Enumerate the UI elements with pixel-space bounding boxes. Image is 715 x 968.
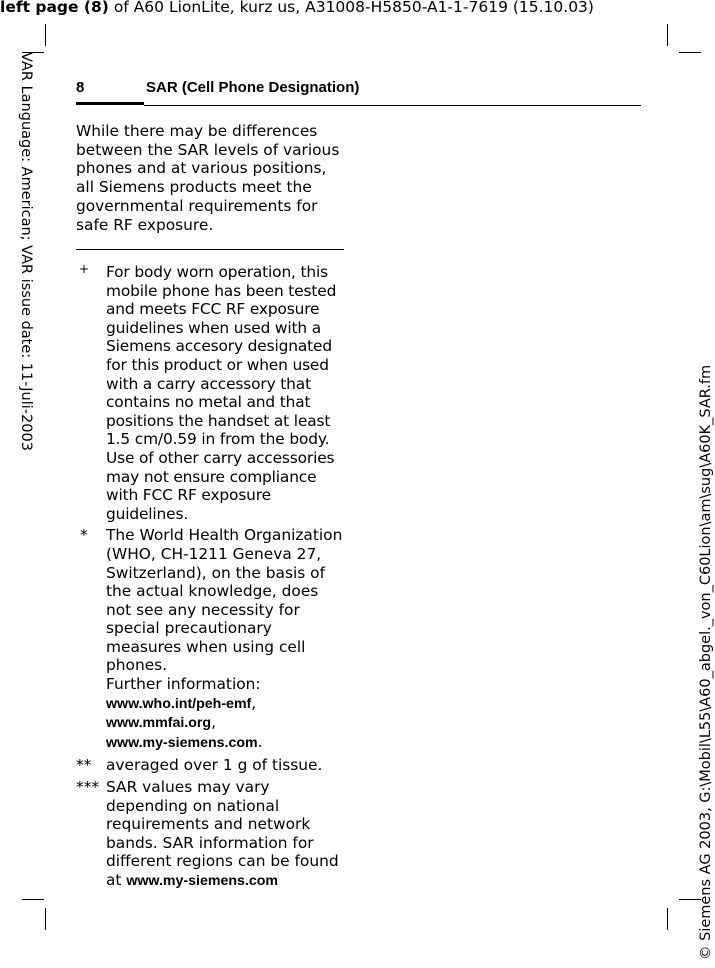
footnote (76, 263, 344, 523)
footnote-marker: ** (76, 756, 92, 775)
slug-details: of A60 LionLite, kurz us, A31008-H5850-A1-1-7619 (15.10.03) (108, 0, 594, 16)
footnote (76, 778, 344, 891)
header-rule (144, 105, 641, 106)
footnote-text: The World Health Organization (WHO, CH-1211 Geneva 27, Switzerland), on the basis of the actual knowledge, does not see any necessity for special precautionary measures when using cell phones. (106, 526, 343, 675)
footnotes (76, 263, 344, 894)
footnote-text: averaged over 1 g of tissue. (106, 756, 323, 775)
copyright-path: © Siemens AG 2003, G:\Mobil\L55\A60_abgel._von_C60Lion\am\sug\A60K_SAR.fm (698, 364, 714, 960)
header-rule-thick (76, 102, 144, 105)
footnote-marker: * (80, 526, 88, 545)
print-slug (0, 0, 594, 16)
link-separator: , (211, 713, 217, 732)
link-terminator: . (257, 732, 263, 751)
footnote-marker: + (79, 262, 89, 276)
who-link[interactable]: www.who.int/peh-emf (106, 695, 252, 712)
body-paragraph: While there may be differences between the SAR levels of various phones and at various positions, all Siemens products meet the governmental requirements for safe RF exposure. (76, 122, 340, 234)
footnote (76, 526, 344, 752)
footnote-text: SAR values may vary depending on national requirements and network bands. SAR information for different regions can be found at (106, 778, 339, 889)
var-language-info: VAR Language: American; VAR issue date: 11-Juli-2003 (18, 52, 34, 451)
link-separator: , (251, 693, 257, 712)
page-number: 8 (76, 79, 85, 96)
further-info-label: Further information: (106, 675, 261, 694)
left-margin-text (14, 52, 34, 451)
footnote-separator (76, 249, 344, 250)
mmfai-link[interactable]: www.mmfai.org (106, 715, 212, 732)
siemens-link[interactable]: www.my-siemens.com (126, 873, 279, 889)
siemens-link[interactable]: www.my-siemens.com (106, 734, 258, 751)
right-margin-text (680, 364, 714, 960)
slug-page-label: left page (8) (0, 0, 109, 16)
footnote-text: For body worn operation, this mobile phone has been tested and meets FCC RF exposure guidelines when used with a Siemens accesory designated for this product or when used with a carry accessory that contains no metal and that positions the handset at least 1.5 cm/0.59 in from the body. Use of other carry accessories may not ensure compliance with FCC RF exposure guidelines. (106, 263, 337, 523)
footnote (76, 756, 344, 775)
footnote-marker: *** (76, 778, 100, 797)
page-title: SAR (Cell Phone Designation) (146, 79, 360, 96)
